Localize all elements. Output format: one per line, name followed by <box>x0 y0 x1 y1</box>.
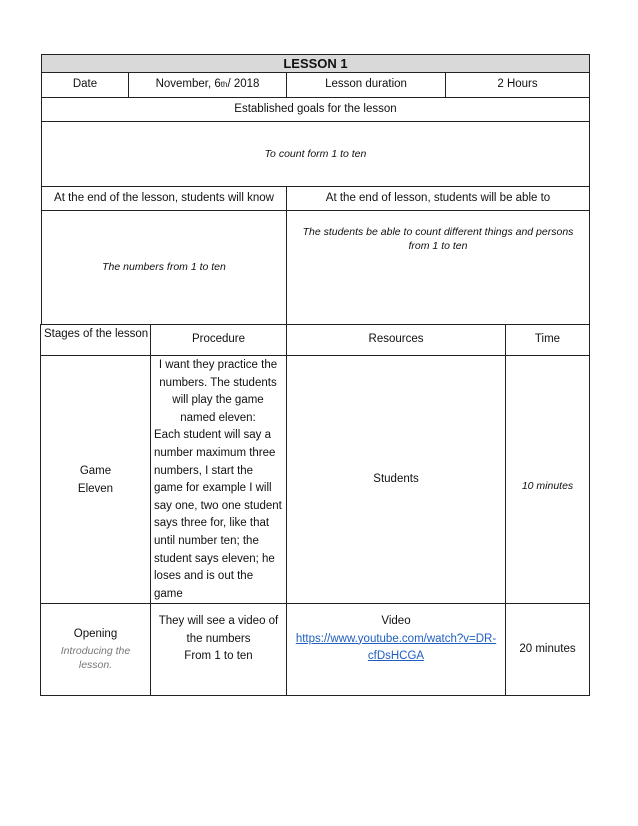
table-row-game-resources: Students <box>286 355 506 604</box>
able-text <box>286 210 590 325</box>
date-value-sup: th <box>220 79 228 89</box>
table-row-opening-procedure <box>150 603 287 696</box>
procedure-intro: I want they practice the numbers. The students will play the game named eleven: <box>158 359 278 424</box>
table-row-opening-time: 20 minutes <box>505 603 590 696</box>
table-row-opening-stage <box>40 603 151 696</box>
table-row-opening-resources <box>286 603 506 696</box>
date-label: Date <box>41 72 129 98</box>
video-link[interactable]: https://www.youtube.com/watch?v=DR-cfDsHCGA <box>295 632 497 663</box>
stages-header: Stages of the lesson <box>40 324 151 356</box>
resource-video: Video <box>381 615 411 627</box>
able-header: At the end of lesson, students will be able to <box>286 186 590 211</box>
procedure-line2: From 1 to ten <box>184 650 253 663</box>
table-row-game-stage <box>40 355 151 604</box>
stage-subtitle: Introducing the lesson. <box>60 645 131 672</box>
able-text-content: The students be able to count different things and persons from 1 to ten <box>302 226 574 253</box>
time-header: Time <box>505 324 590 356</box>
duration-label: Lesson duration <box>286 72 446 98</box>
goals-text: To count form 1 to ten <box>41 121 590 187</box>
date-value <box>128 72 287 98</box>
resources-header: Resources <box>286 324 506 356</box>
procedure-header: Procedure <box>150 324 287 356</box>
date-value-prefix: November, 6 <box>155 78 221 91</box>
know-text: The numbers from 1 to ten <box>41 210 287 325</box>
date-value-suffix: / 2018 <box>227 78 260 91</box>
duration-value: 2 Hours <box>445 72 590 98</box>
lesson-title: LESSON 1 <box>41 54 590 73</box>
procedure-details: Each student will say a number maximum three numbers, I start the game for example I will say one, two one student says three for, like that until number ten; the student says eleven; he loses and is out the game <box>154 429 282 600</box>
table-row-game-procedure <box>150 355 287 604</box>
know-header: At the end of the lesson, students will know <box>41 186 287 211</box>
procedure-line1: They will see a video of the numbers <box>158 615 279 645</box>
stage-subtitle: Eleven <box>77 482 114 495</box>
stage-title: Opening <box>73 627 118 640</box>
stage-title: Game <box>79 464 112 477</box>
goals-header: Established goals for the lesson <box>41 97 590 122</box>
table-row-game-time: 10 minutes <box>505 355 590 604</box>
